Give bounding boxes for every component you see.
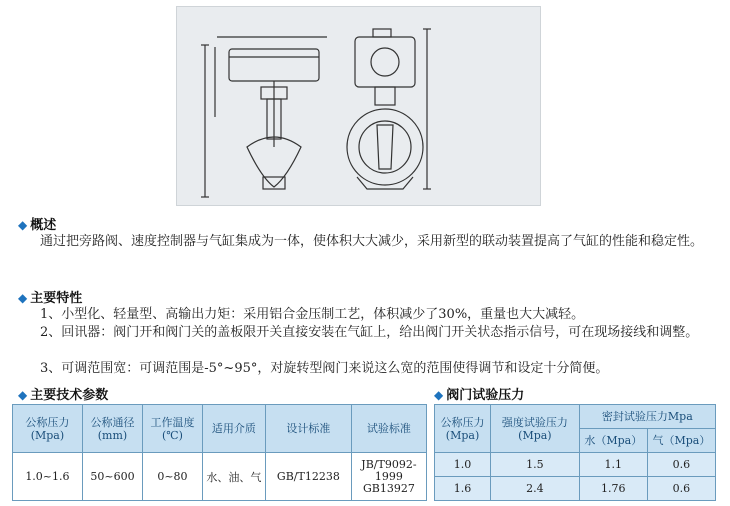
specs-header: 公称通径(mm) bbox=[82, 405, 142, 453]
table-cell: 2.4 bbox=[491, 477, 580, 501]
table-cell: 50~600 bbox=[82, 453, 142, 501]
feature-item-2: 2、回讯器：阀门开和阀门关的盖板限开关直接安装在气缸上，给出阀门开关状态指示信号，可在现场接线和调整。 bbox=[40, 325, 699, 340]
test-header: 公称压力(Mpa) bbox=[435, 405, 491, 453]
feature-item-3: 3、可调范围宽：可调范围是-5°~95°，对旋转型阀门来说这么宽的范围使得调节和设定十分简便。 bbox=[40, 361, 609, 376]
specs-table bbox=[12, 404, 427, 501]
test-heading: ◆ 阀门试验压力 bbox=[434, 388, 525, 403]
table-cell: GB/T12238 bbox=[265, 453, 351, 501]
valve-drawing bbox=[176, 6, 541, 206]
specs-header: 适用介质 bbox=[202, 405, 265, 453]
specs-heading: ◆ 主要技术参数 bbox=[18, 388, 109, 403]
specs-header: 工作温度(℃) bbox=[143, 405, 203, 453]
overview-heading: ◆ 概述 bbox=[18, 218, 57, 233]
feature-item-1: 1、小型化、轻量型、高输出力矩：采用铝合金压制工艺，体积减少了30%，重量也大大减轻。 bbox=[40, 307, 585, 322]
test-header: 密封试验压力Mpa bbox=[579, 405, 715, 429]
table-cell: 1.0 bbox=[435, 453, 491, 477]
test-table bbox=[434, 404, 716, 501]
table-row bbox=[13, 453, 427, 501]
diamond-icon: ◆ bbox=[18, 388, 28, 402]
specs-header: 设计标准 bbox=[265, 405, 351, 453]
specs-header: 试验标准 bbox=[351, 405, 426, 453]
table-cell: JB/T9092-1999 GB13927 bbox=[351, 453, 426, 501]
specs-header: 公称压力(Mpa) bbox=[13, 405, 83, 453]
table-cell: 0~80 bbox=[143, 453, 203, 501]
table-cell: 水、油、气 bbox=[202, 453, 265, 501]
valve-schematic-image bbox=[177, 7, 540, 205]
table-cell: 0.6 bbox=[647, 477, 715, 501]
table-cell: 0.6 bbox=[647, 453, 715, 477]
diamond-icon: ◆ bbox=[18, 218, 28, 232]
overview-text: 通过把旁路阀、速度控制器与气缸集成为一体，使体积大大减少，采用新型的联动装置提高了气缸的性能和稳定性。 bbox=[40, 234, 704, 249]
table-cell: 1.6 bbox=[435, 477, 491, 501]
test-subheader: 气（Mpa） bbox=[647, 429, 715, 453]
test-header: 强度试验压力(Mpa) bbox=[491, 405, 580, 453]
test-subheader: 水（Mpa） bbox=[579, 429, 647, 453]
table-row bbox=[435, 453, 716, 477]
table-row bbox=[435, 477, 716, 501]
diamond-icon: ◆ bbox=[434, 388, 444, 402]
diamond-icon: ◆ bbox=[18, 291, 28, 305]
table-cell: 1.76 bbox=[579, 477, 647, 501]
table-cell: 1.0~1.6 bbox=[13, 453, 83, 501]
features-heading: ◆ 主要特性 bbox=[18, 291, 83, 306]
table-cell: 1.1 bbox=[579, 453, 647, 477]
table-cell: 1.5 bbox=[491, 453, 580, 477]
